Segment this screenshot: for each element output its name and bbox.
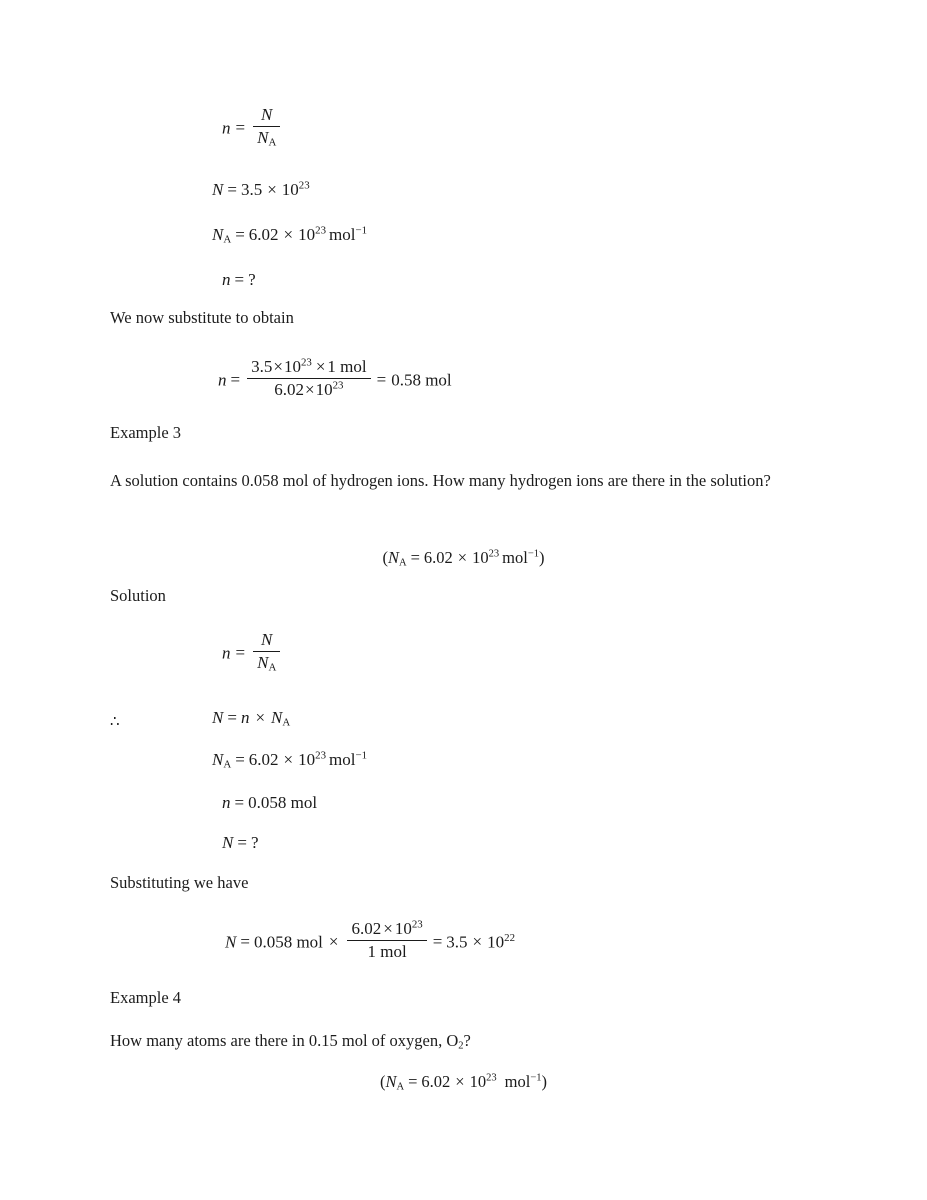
- coefficient-value: 0.058 mol: [253, 932, 323, 952]
- equation-N-equals-n-times-NA: [212, 708, 290, 728]
- solution-heading: Solution: [110, 586, 166, 605]
- given-value-N-1: [212, 180, 310, 200]
- unknown-marker: ?: [248, 270, 256, 289]
- value-number: 6.02: [421, 1072, 451, 1091]
- equals-sign: =: [234, 793, 245, 812]
- result-power-exponent: 22: [504, 931, 516, 944]
- subscript-A: A: [223, 758, 232, 771]
- fraction-numerator: N: [253, 630, 280, 652]
- power-base: 10: [281, 180, 299, 199]
- power-base: 10: [298, 225, 316, 244]
- fraction-N-over-NA: [253, 105, 280, 148]
- fraction-denominator: 1 mol: [367, 942, 407, 962]
- value-number: 6.02: [423, 548, 453, 567]
- fraction-numerator: N: [253, 105, 280, 127]
- paren-close: ): [539, 548, 545, 567]
- multiplication-sign: ×: [328, 932, 339, 952]
- result-power-base: 10: [487, 932, 505, 952]
- example-3-given-constant: [0, 548, 927, 568]
- equals-sign: =: [235, 118, 246, 138]
- equals-sign: =: [227, 708, 237, 727]
- equals-sign: =: [235, 643, 246, 663]
- unit-mol: mol: [329, 750, 356, 769]
- fraction-denominator: $N_A$: [257, 653, 277, 674]
- variable-n: n: [222, 643, 231, 663]
- variable-N: N: [222, 833, 234, 852]
- fraction-N-over-NA: [253, 630, 280, 673]
- equals-sign: =: [237, 833, 247, 852]
- paren-open: (: [382, 548, 388, 567]
- subscript-A: A: [282, 716, 291, 729]
- equals-sign: =: [227, 180, 237, 199]
- power-exponent: 23: [488, 548, 500, 560]
- multiplication-sign: ×: [283, 225, 294, 244]
- fraction-avogadro-per-mol: [347, 919, 426, 962]
- question-text-part-1: How many atoms are there in 0.15 mol of oxygen, O: [110, 1031, 459, 1050]
- unit-mol: mol: [504, 1072, 531, 1091]
- equation-substitution-1: [218, 356, 452, 403]
- unit-mol: mol: [329, 225, 356, 244]
- value-number: 6.02: [248, 750, 279, 769]
- therefore-symbol: ∴: [110, 714, 120, 730]
- variable-N: N: [212, 750, 224, 769]
- oxygen-subscript: 2: [458, 1040, 464, 1052]
- variable-N: N: [225, 932, 237, 952]
- power-exponent: 23: [315, 749, 327, 762]
- unit-exponent: −1: [355, 224, 368, 237]
- variable-n: n: [240, 708, 250, 727]
- paren-open: (: [379, 1072, 386, 1091]
- example-3-question: A solution contains 0.058 mol of hydrogen ions. How many hydrogen ions are there in the solution?: [110, 471, 771, 490]
- unknown-N-2: [222, 833, 258, 853]
- variable-N: N: [212, 180, 224, 199]
- equals-sign-result: =: [432, 932, 443, 952]
- example-3-heading: Example 3: [110, 423, 182, 442]
- unit-mol: mol: [502, 548, 528, 567]
- variable-N: N: [387, 548, 399, 567]
- multiplication-sign: ×: [267, 180, 277, 199]
- equals-sign: =: [230, 370, 241, 390]
- subscript-A: A: [396, 1081, 405, 1093]
- power-exponent: 23: [298, 179, 310, 192]
- question-text-part-2: ?: [463, 1031, 471, 1050]
- equals-sign: =: [235, 225, 245, 244]
- multiplication-sign: ×: [255, 708, 266, 727]
- power-base: 10: [298, 750, 316, 769]
- result-multiplication-sign: ×: [472, 932, 483, 952]
- subscript-A: A: [223, 233, 232, 246]
- equation-substitution-2: [225, 918, 516, 965]
- fraction-denominator: $6.02\times 10^{23}$: [274, 379, 344, 400]
- equals-sign: =: [240, 932, 250, 952]
- subscript-A: A: [398, 557, 407, 569]
- equals-sign: =: [234, 270, 245, 289]
- power-exponent: 23: [486, 1072, 497, 1084]
- equals-sign-result: =: [376, 370, 387, 390]
- equals-sign: =: [408, 1072, 418, 1091]
- result-value: 0.58 mol: [391, 370, 452, 390]
- value-number: 3.5: [240, 180, 263, 199]
- variable-N: N: [271, 708, 283, 727]
- variable-N: N: [212, 225, 224, 244]
- given-value-NA-2: [212, 750, 367, 770]
- power-base: 10: [472, 548, 489, 567]
- paren-close: ): [541, 1072, 548, 1091]
- power-exponent: 23: [315, 224, 327, 237]
- equation-n-equals-N-over-NA-1: [222, 105, 283, 151]
- equals-sign: =: [410, 548, 420, 567]
- variable-n: n: [222, 270, 231, 289]
- fraction-numerator: $6.02 \times 10^{23}$: [347, 919, 426, 941]
- unknown-n-1: [222, 270, 256, 290]
- multiplication-sign: ×: [457, 548, 468, 567]
- multiplication-sign: ×: [455, 1072, 465, 1091]
- example-4-question: [110, 1033, 820, 1050]
- equals-sign: =: [235, 750, 245, 769]
- fraction-denominator: $N_A$: [257, 128, 277, 149]
- fraction-substitution: [247, 357, 371, 400]
- variable-N: N: [385, 1072, 397, 1091]
- equation-n-equals-N-over-NA-2: [222, 630, 283, 676]
- example-4-given-constant: [0, 1072, 927, 1092]
- value-number: 0.058 mol: [248, 793, 318, 812]
- variable-n: n: [222, 793, 231, 812]
- fraction-numerator: $3.5\times 10^{23} \times 1$ mol: [247, 357, 371, 379]
- given-value-NA-1: [212, 225, 367, 245]
- variable-n: n: [222, 118, 231, 138]
- multiplication-sign: ×: [283, 750, 294, 769]
- given-value-n-2: [222, 793, 317, 813]
- unit-exponent: −1: [530, 1072, 542, 1084]
- unit-exponent: −1: [527, 548, 540, 560]
- value-number: 6.02: [248, 225, 279, 244]
- variable-n: n: [218, 370, 227, 390]
- variable-N: N: [212, 708, 224, 727]
- substituting-instruction-text: Substituting we have: [110, 873, 249, 892]
- power-base: 10: [469, 1072, 487, 1091]
- unknown-marker: ?: [250, 833, 259, 852]
- example-4-heading: Example 4: [110, 988, 182, 1007]
- substitute-instruction-text: We now substitute to obtain: [110, 308, 294, 327]
- result-value: 3.5: [446, 932, 468, 952]
- unit-exponent: −1: [355, 749, 368, 762]
